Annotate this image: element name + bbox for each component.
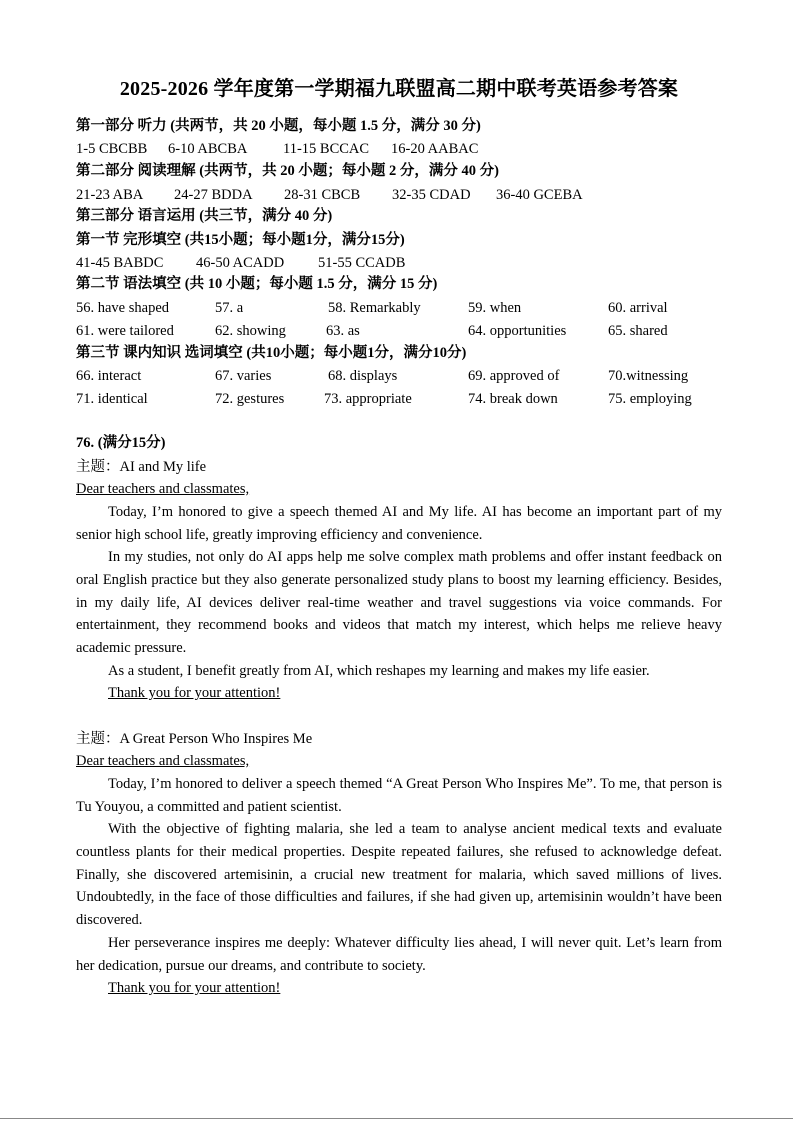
answer-group: 46-50 ACADD xyxy=(196,255,285,271)
answer-item: 61. were tailored xyxy=(76,323,174,339)
answer-item: 56. have shaped xyxy=(76,300,170,316)
q76-header: 76. (满分15分) xyxy=(76,435,166,451)
essay2-closing: Thank you for your attention! xyxy=(108,980,281,996)
essay1-paragraph: As a student, I benefit greatly from AI, which reshapes my learning and makes my life easier. xyxy=(108,663,650,679)
answer-item: 71. identical xyxy=(76,391,148,407)
answer-item: 67. varies xyxy=(215,368,272,384)
page-bottom-rule xyxy=(0,1118,793,1119)
answer-group: 36-40 GCEBA xyxy=(496,187,583,203)
answer-item: 70.witnessing xyxy=(608,368,689,384)
page-title: 2025-2026 学年度第一学期福九联盟高二期中联考英语参考答案 xyxy=(119,78,679,100)
answer-group: 28-31 CBCB xyxy=(284,187,361,203)
essay1-closing: Thank you for your attention! xyxy=(108,685,281,701)
essay1-paragraph: Today, I’m honored to give a speech themed AI and My life. AI has become an important part of my senior high school life, greatly improving efficiency and convenience. xyxy=(76,504,722,543)
essay1-topic: 主题：AI and My life xyxy=(76,459,207,475)
answer-group: 51-55 CCADB xyxy=(318,255,406,271)
answer-item: 75. employing xyxy=(608,391,692,407)
essay2-paragraph: Today, I’m honored to deliver a speech themed “A Great Person Who Inspires Me”. To me, that person is Tu Youyou, a committed and patient scientist. xyxy=(76,776,722,815)
answer-group: 21-23 ABA xyxy=(76,187,144,203)
answer-item: 69. approved of xyxy=(468,368,560,384)
answer-item: 73. appropriate xyxy=(324,391,412,407)
essay1-greeting: Dear teachers and classmates, xyxy=(76,481,250,497)
essay2-paragraph: Her perseverance inspires me deeply: Whatever difficulty lies ahead, I will never quit. Let’s learn from her dedication, pursue our dreams, and contribute to society. xyxy=(76,935,722,974)
answer-item: 66. interact xyxy=(76,368,142,384)
answer-group: 16-20 AABAC xyxy=(391,141,479,157)
part3-header: 第三部分 语言运用 (共三节，满分 40 分) xyxy=(76,208,333,224)
answer-item: 57. a xyxy=(215,300,244,316)
part3-section3-header: 第三节 课内知识 选词填空 (共10小题；每小题1分，满分10分) xyxy=(76,345,467,361)
answer-item: 72. gestures xyxy=(215,391,285,407)
answer-group: 32-35 CDAD xyxy=(392,187,471,203)
essay2-paragraph: With the objective of fighting malaria, she led a team to analyse ancient medical texts and evaluate countless plants for their medical properties. Despite repeated failures, she refused to acknowledge defeat. Finally, she discovered artemisinin, a crucial new treatment for malaria, which saved millions of lives. Undoubtedly, in the face of those difficulties and failures, if she had given up, artemisinin wouldn’t have been discovered. xyxy=(76,821,722,929)
answer-item: 58. Remarkably xyxy=(328,300,421,316)
part1-header: 第一部分 听力 (共两节，共 20 小题，每小题 1.5 分，满分 30 分) xyxy=(76,118,481,134)
answer-group: 6-10 ABCBA xyxy=(168,141,248,157)
answer-item: 63. as xyxy=(326,323,360,339)
essay2-topic: 主题：A Great Person Who Inspires Me xyxy=(76,731,313,747)
answer-item: 68. displays xyxy=(328,368,398,384)
essay1-paragraph: In my studies, not only do AI apps help me solve complex math problems and offer instant feedback on oral English practice but they also generate personalized study plans to boost my learning efficiency. Besides, in my daily life, AI devices deliver real-time weather and travel suggestions via voice commands. For entertainment, they recommend books and videos that match my interest, which helps me relieve heavy academic pressure. xyxy=(76,549,722,657)
answer-group: 11-15 BCCAC xyxy=(283,141,370,157)
answer-item: 65. shared xyxy=(608,323,668,339)
answer-group: 1-5 CBCBB xyxy=(76,141,148,157)
part2-header: 第二部分 阅读理解 (共两节，共 20 小题；每小题 2 分，满分 40 分) xyxy=(76,163,499,179)
answer-item: 74. break down xyxy=(468,391,558,407)
part3-section1-header: 第一节 完形填空 (共15小题；每小题1分，满分15分) xyxy=(76,232,405,248)
answer-item: 60. arrival xyxy=(608,300,668,316)
answer-group: 24-27 BDDA xyxy=(174,187,253,203)
answer-group: 41-45 BABDC xyxy=(76,255,164,271)
essay2-greeting: Dear teachers and classmates, xyxy=(76,753,250,769)
answer-item: 62. showing xyxy=(215,323,286,339)
part3-section2-header: 第二节 语法填空 (共 10 小题；每小题 1.5 分，满分 15 分) xyxy=(76,276,438,292)
answer-item: 59. when xyxy=(468,300,522,316)
answer-item: 64. opportunities xyxy=(468,323,567,339)
